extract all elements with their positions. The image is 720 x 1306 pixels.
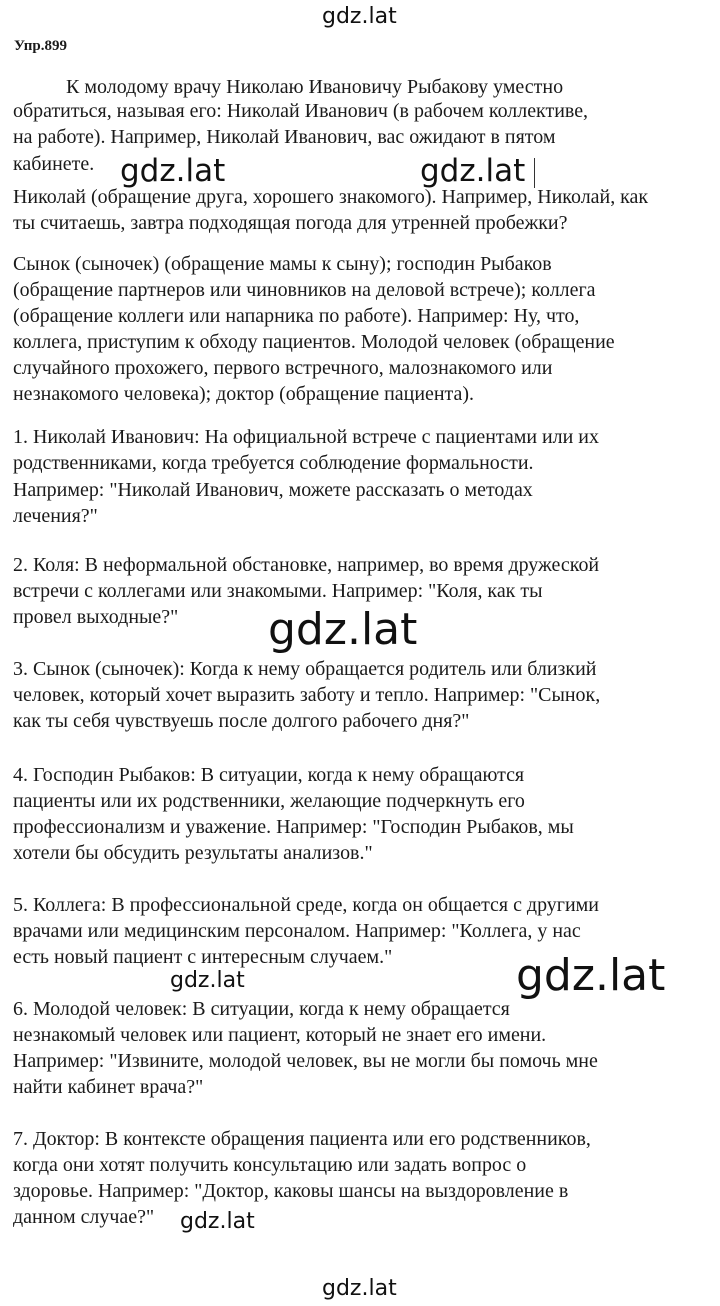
item-2-line-2: встречи с коллегами или знакомыми. Например: "Коля, как ты: [13, 580, 543, 602]
item-1-line-3: Например: "Николай Иванович, можете рассказать о методах: [13, 479, 533, 501]
item-1-line-2: родственниками, когда требуется соблюдение формальности.: [13, 452, 534, 474]
item-1-line-4: лечения?": [13, 505, 98, 527]
item-5-line-1: 5. Коллега: В профессиональной среде, когда он общается с другими: [13, 894, 599, 916]
item-5-line-3: есть новый пациент с интересным случаем.": [13, 946, 393, 968]
watermark-top: gdz.lat: [322, 4, 397, 29]
paragraph-1-line-2: обратиться, называя его: Николай Иванович (в рабочем коллективе,: [13, 100, 589, 122]
item-6-line-3: Например: "Извините, молодой человек, вы не могли бы помочь мне: [13, 1050, 598, 1072]
watermark-left: gdz.lat: [120, 153, 226, 189]
item-4-line-3: профессионализм и уважение. Например: "Господин Рыбаков, мы: [13, 816, 574, 838]
item-1-line-1: 1. Николай Иванович: На официальной встрече с пациентами или их: [13, 426, 599, 448]
paragraph-1-line-4: кабинете.: [13, 153, 95, 175]
watermark-large-right: gdz.lat: [516, 950, 666, 1001]
watermark-center: gdz.lat: [268, 604, 418, 655]
item-4-line-2: пациенты или их родственники, желающие подчеркнуть его: [13, 790, 525, 812]
item-2-line-3: провел выходные?": [13, 606, 179, 628]
paragraph-3-line-6: незнакомого человека); доктор (обращение пациента).: [13, 383, 474, 405]
item-7-line-4: данном случае?": [13, 1206, 155, 1228]
paragraph-3-line-5: случайного прохожего, первого встречного, малознакомого или: [13, 357, 553, 379]
item-7-line-3: здоровье. Например: "Доктор, каковы шансы на выздоровление в: [13, 1180, 569, 1202]
item-3-line-2: человек, который хочет выразить заботу и тепло. Например: "Сынок,: [13, 684, 601, 706]
item-7-line-1: 7. Доктор: В контексте обращения пациента или его родственников,: [13, 1128, 591, 1150]
paragraph-3-line-2: (обращение партнеров или чиновников на деловой встрече); коллега: [13, 279, 596, 301]
watermark-inline: gdz.lat: [180, 1209, 255, 1234]
item-5-line-2: врачами или медицинским персоналом. Например: "Коллега, у нас: [13, 920, 581, 942]
item-3-line-1: 3. Сынок (сыночек): Когда к нему обращается родитель или близкий: [13, 658, 597, 680]
watermark-right: gdz.lat: [420, 153, 526, 189]
paragraph-3-line-1: Сынок (сыночек) (обращение мамы к сыну); господин Рыбаков: [13, 253, 552, 275]
item-6-line-2: незнакомый человек или пациент, который не знает его имени.: [13, 1024, 547, 1046]
paragraph-2-line-2: ты считаешь, завтра подходящая погода для утренней пробежки?: [13, 212, 568, 234]
watermark-small-mid: gdz.lat: [170, 968, 245, 993]
paragraph-2-line-1: Николай (обращение друга, хорошего знакомого). Например, Николай, как: [13, 186, 649, 208]
item-3-line-3: как ты себя чувствуешь после долгого рабочего дня?": [13, 710, 470, 732]
item-4-line-1: 4. Господин Рыбаков: В ситуации, когда к нему обращаются: [13, 764, 525, 786]
item-4-line-4: хотели бы обсудить результаты анализов.": [13, 842, 373, 864]
paragraph-3-line-4: коллега, приступим к обходу пациентов. Молодой человек (обращение: [13, 331, 615, 353]
item-2-line-1: 2. Коля: В неформальной обстановке, например, во время дружеской: [13, 554, 600, 576]
paragraph-1-line-3: на работе). Например, Николай Иванович, вас ожидают в пятом: [13, 126, 556, 148]
item-7-line-2: когда они хотят получить консультацию или задать вопрос о: [13, 1154, 527, 1176]
exercise-title: Упр.899: [14, 38, 68, 54]
watermark-bottom: gdz.lat: [322, 1276, 397, 1301]
item-6-line-4: найти кабинет врача?": [13, 1076, 204, 1098]
paragraph-1-line-1: К молодому врачу Николаю Ивановичу Рыбакову уместно: [66, 76, 564, 98]
paragraph-3-line-3: (обращение коллеги или напарника по работе). Например: Ну, что,: [13, 305, 580, 327]
item-6-line-1: 6. Молодой человек: В ситуации, когда к нему обращается: [13, 998, 510, 1020]
